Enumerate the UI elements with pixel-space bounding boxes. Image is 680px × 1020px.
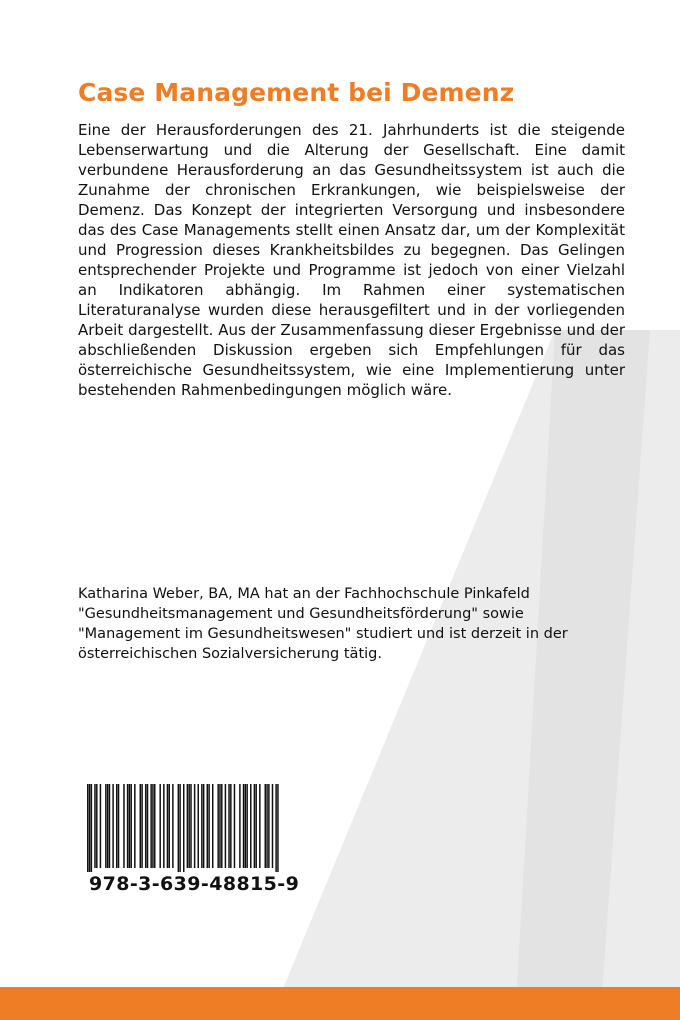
barcode-bar [147,784,148,868]
barcode-bar [259,784,260,868]
barcode-bar [109,784,110,868]
barcode-bar [254,784,255,868]
barcode-bar [159,784,160,868]
barcode-bar [203,784,204,868]
barcode-bar [219,784,220,868]
barcode-bar [141,784,142,868]
barcode-bars [87,784,279,872]
barcode-bar [187,784,188,868]
barcode-bar [245,784,246,868]
barcode-bar [150,784,151,868]
barcode-bar [172,784,173,868]
barcode-bar [201,784,202,868]
barcode-bar [277,784,278,872]
barcode-bar [243,784,244,868]
barcode-bar [221,784,222,868]
barcode-bar [246,784,247,868]
isbn-barcode [79,778,305,909]
barcode-bar [107,784,108,868]
barcode-bar [116,784,117,868]
barcode-bar [127,784,128,868]
barcode-bar [140,784,141,868]
barcode-bar [197,784,198,868]
barcode-bar [183,784,184,872]
barcode-bar [265,784,266,868]
barcode-bar [207,784,208,868]
barcode-bar [169,784,170,868]
barcode-bar [212,784,213,868]
barcode-bar [118,784,119,868]
book-title: Case Management bei Demenz [78,78,515,107]
barcode-bar [123,784,124,868]
barcode-bar [178,784,179,872]
barcode-bar [234,784,235,868]
barcode-bar [255,784,256,868]
barcode-bar [208,784,209,868]
barcode-bar [194,784,195,868]
barcode-bar [268,784,269,868]
book-summary: Eine der Herausforderungen des 21. Jahrhunderts ist die steigende Lebenserwartung und die Alterung der Gesellschaft. Eine damit verbundene Herausforderung an das Gesundheitssystem ist auch die Zunahme der chronischen Erkrankungen, wie beispielsweise der Demenz. Das Konzept der integrierten Versorgung und insbesondere das des Case Managements stellt einen Ansatz dar, um der Komplexität und Progression dieses Krankheitsbildes zu begegnen. Das Gelingen entsprechender Projekte und Programme ist jedoch von einer Vielzahl an Indikatoren abhängig. Im Rahmen einer systematischen Literaturanalyse wurden diese herausgefiltert und in der vorliegenden Arbeit dargestellt. Aus der Zusammenfassung dieser Ergebnisse und der abschließenden Diskussion ergeben sich Empfehlungen für das österreichische Gesundheitssystem, wie eine Implementierung unter bestehenden Rahmenbedingungen möglich wäre. [78,121,625,399]
barcode-bar [272,784,273,868]
author-biography: Katharina Weber, BA, MA hat an der Fachhochschule Pinkafeld "Gesundheitsmanagement und Gesundheitsförderung" sowie "Management im Gesundheitswesen" studiert und ist derzeit in der österreichischen Sozialversicherung tätig. [78,586,568,662]
barcode-bar [225,784,226,868]
barcode-bar [250,784,251,868]
barcode-bar [188,784,189,868]
barcode-bar [266,784,267,868]
orange-footer-band [0,987,680,1020]
barcode-bar [89,784,90,872]
barcode-bar [96,784,97,868]
barcode-bar [145,784,146,868]
barcode-bar [112,784,113,868]
barcode-bar [163,784,164,868]
barcode-bar [130,784,131,868]
barcode-bar [134,784,135,868]
barcode-bar [100,784,101,868]
barcode-bar [239,784,240,868]
barcode-bar [217,784,218,868]
barcode-bar [167,784,168,868]
barcode-bar [179,784,180,872]
barcode-bar [228,784,229,868]
barcode-bar [91,784,92,872]
barcode-bar [105,784,106,868]
barcode-bar [275,784,276,872]
isbn-number: 978-3-639-48815-9 [89,873,300,895]
barcode-bar [152,784,153,868]
barcode-bar [154,784,155,868]
barcode-bar [129,784,130,868]
barcode-bar [87,784,88,872]
barcode-bar [94,784,95,868]
barcode-bar [190,784,191,868]
barcode-bar [230,784,231,868]
